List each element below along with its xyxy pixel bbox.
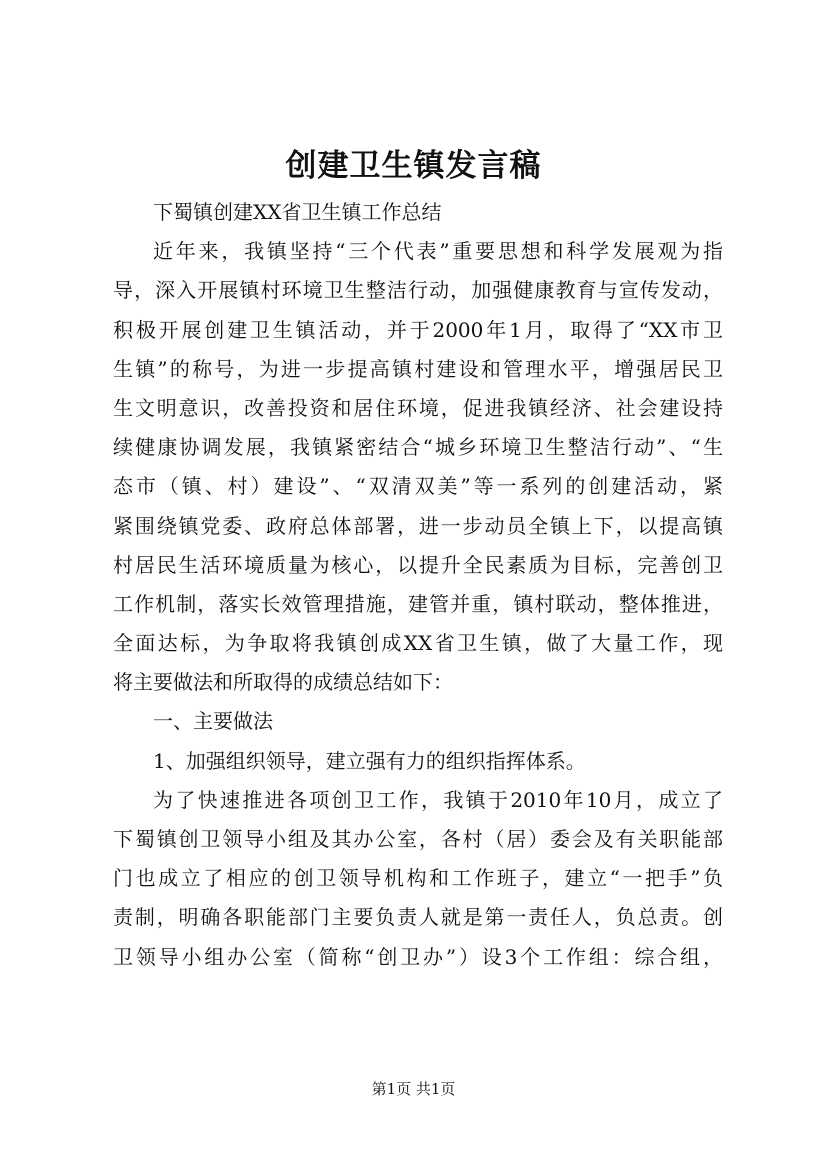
paragraph-line: 导，深入开展镇村环境卫生整洁行动，加强健康教育与宣传发动， [113,278,723,303]
page-number-footer: 第1页 共1页 [371,1080,456,1098]
paragraph-line: 近年来，我镇坚持“三个代表”重要思想和科学发展观为指 [153,239,723,264]
document-title: 创建卫生镇发言稿 [285,148,542,184]
paragraph-line: 生文明意识，改善投资和居住环境，促进我镇经济、社会建设持 [113,395,723,420]
paragraph-line: 积极开展创建卫生镇活动，并于2000年1月，取得了“XX市卫 [113,317,723,342]
paragraph-line: 态市（镇、村）建设”、“双清双美”等一系列的创建活动，紧 [113,474,723,499]
paragraph-line: 生镇”的称号，为进一步提高镇村建设和管理水平，增强居民卫 [113,356,723,381]
subtitle-line: 下蜀镇创建XX省卫生镇工作总结 [153,200,442,224]
paragraph-line: 村居民生活环境质量为核心，以提升全民素质为目标，完善创卫 [113,552,723,577]
paragraph-line: 续健康协调发展，我镇紧密结合“城乡环境卫生整洁行动”、“生 [113,435,723,460]
paragraph-line: 将主要做法和所取得的成绩总结如下： [113,670,453,695]
paragraph-line: 紧围绕镇党委、政府总体部署，进一步动员全镇上下，以提高镇 [113,513,723,538]
paragraph-line: 卫领导小组办公室（简称“创卫办”）设3个工作组：综合组， [113,944,723,969]
paragraph-line: 责制，明确各职能部门主要负责人就是第一责任人，负总责。创 [113,905,723,930]
section-heading: 一、主要做法 [153,709,273,734]
subsection-heading: 1、加强组织领导，建立强有力的组织指挥体系。 [153,748,586,773]
document-body [113,193,723,977]
paragraph-line: 为了快速推进各项创卫工作，我镇于2010年10月，成立了 [153,787,723,812]
paragraph-line: 全面达标，为争取将我镇创成XX省卫生镇，做了大量工作，现 [113,631,723,656]
paragraph-line: 工作机制，落实长效管理措施，建管并重，镇村联动，整体推进， [113,591,723,616]
paragraph-line: 下蜀镇创卫领导小组及其办公室，各村（居）委会及有关职能部 [113,827,723,851]
paragraph-line: 门也成立了相应的创卫领导机构和工作班子，建立“一把手”负 [113,866,723,891]
